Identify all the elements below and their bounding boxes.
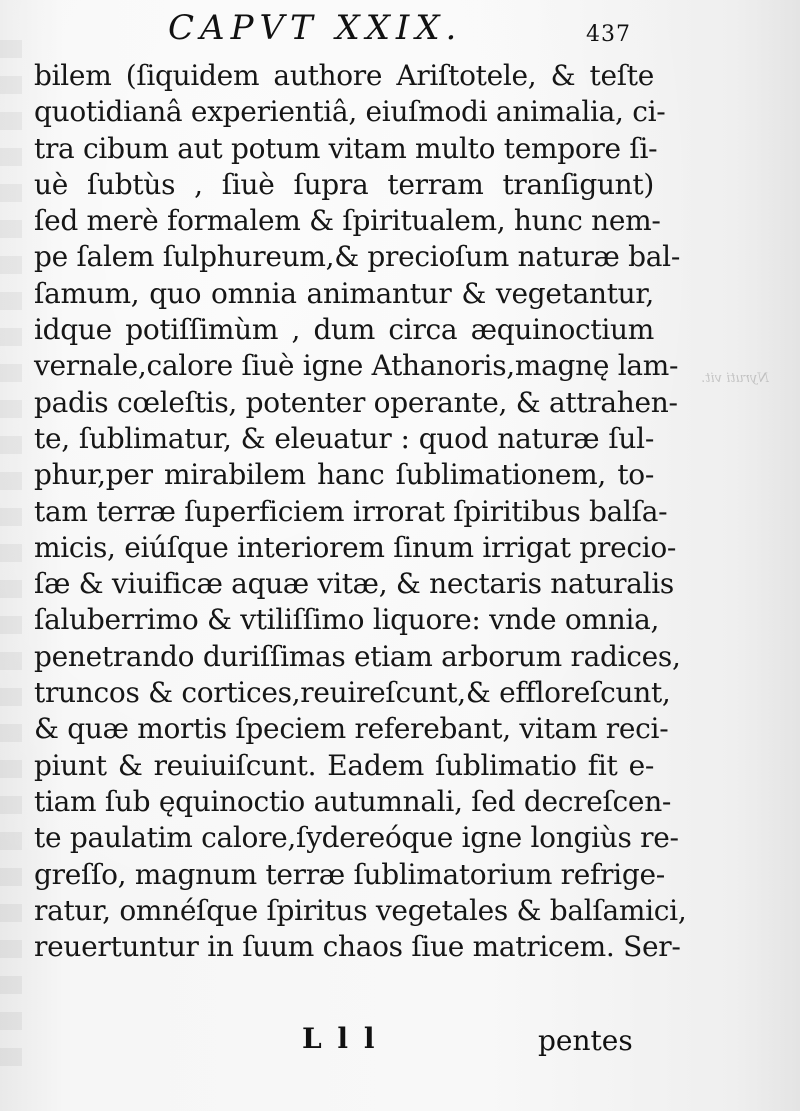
text-line: greſſo, magnum terræ ſublimatorium refrige- [34, 857, 665, 891]
text-line: padis cœleſtis, potenter operante, & attrahen- [34, 385, 678, 419]
text-line: tra cibum aut potum vitam multo tempore ſi- [34, 131, 658, 165]
text-line: bilem (ſiquidem authore Ariſtotele, & teſte [34, 59, 654, 92]
text-line: tiam ſub ęquinoctio autumnali, ſed decreſcen- [34, 784, 672, 818]
running-head [0, 8, 800, 54]
text-line: idque potiſſimùm , dum circa æquinoctium [34, 313, 654, 347]
page-number: 437 [586, 22, 631, 47]
text-line: te, ſublimatur, & eleuatur : quod naturæ ſul- [34, 421, 654, 455]
text-line: ſaluberrimo & vtiliſſimo liquore: vnde omnia, [34, 603, 660, 637]
text-line: micis, eiúſque interiorem ſinum irrigat precio- [34, 530, 677, 564]
text-line: penetrando duriſſimas etiam arborum radices, [34, 639, 681, 673]
signature-mark: L l l [302, 1022, 378, 1055]
chapter-heading: CAPVT XXIX. [168, 8, 463, 48]
catchword: pentes [538, 1024, 633, 1057]
text-line: piunt & reuiuiſcunt. Eadem ſublimatio fit e- [34, 748, 654, 782]
text-line: ratur, omnéſque ſpiritus vegetales & balſamici, [34, 893, 687, 927]
text-line: & quæ mortis ſpeciem referebant, vitam reci- [34, 712, 669, 746]
show-through-shading [0, 40, 22, 1071]
text-line: pe ſalem ſulphureum,& precioſum naturæ bal- [34, 240, 681, 274]
text-line: truncos & cortices,reuireſcunt,& effloreſcunt, [34, 676, 671, 710]
bleed-through-margin-note: Nyruti vit. [701, 371, 769, 386]
text-line: uè ſubtùs , ſiuè ſupra terram tranſigunt) [34, 167, 654, 201]
text-line: quotidianâ experientiâ, eiuſmodi animalia, ci- [34, 95, 666, 129]
text-line: ſed merè formalem & ſpiritualem, hunc nem- [34, 204, 661, 238]
text-line: vernale,calore ſiuè igne Athanoris,magnę lam- [34, 349, 679, 383]
text-line: ſamum, quo omnia animantur & vegetantur, [34, 276, 654, 310]
text-line: reuertuntur in ſuum chaos ſiue matricem. Ser- [34, 930, 681, 964]
text-line: tam terræ ſuperficiem irrorat ſpiritibus balſa- [34, 494, 668, 528]
text-line: te paulatim calore,ſydereóque igne longiùs re- [34, 821, 679, 855]
text-line: ſæ & viuificæ aquæ vitæ, & nectaris naturalis [34, 567, 674, 601]
body-text [34, 58, 687, 965]
text-line: phur,per mirabilem hanc ſublimationem, to- [34, 458, 654, 492]
